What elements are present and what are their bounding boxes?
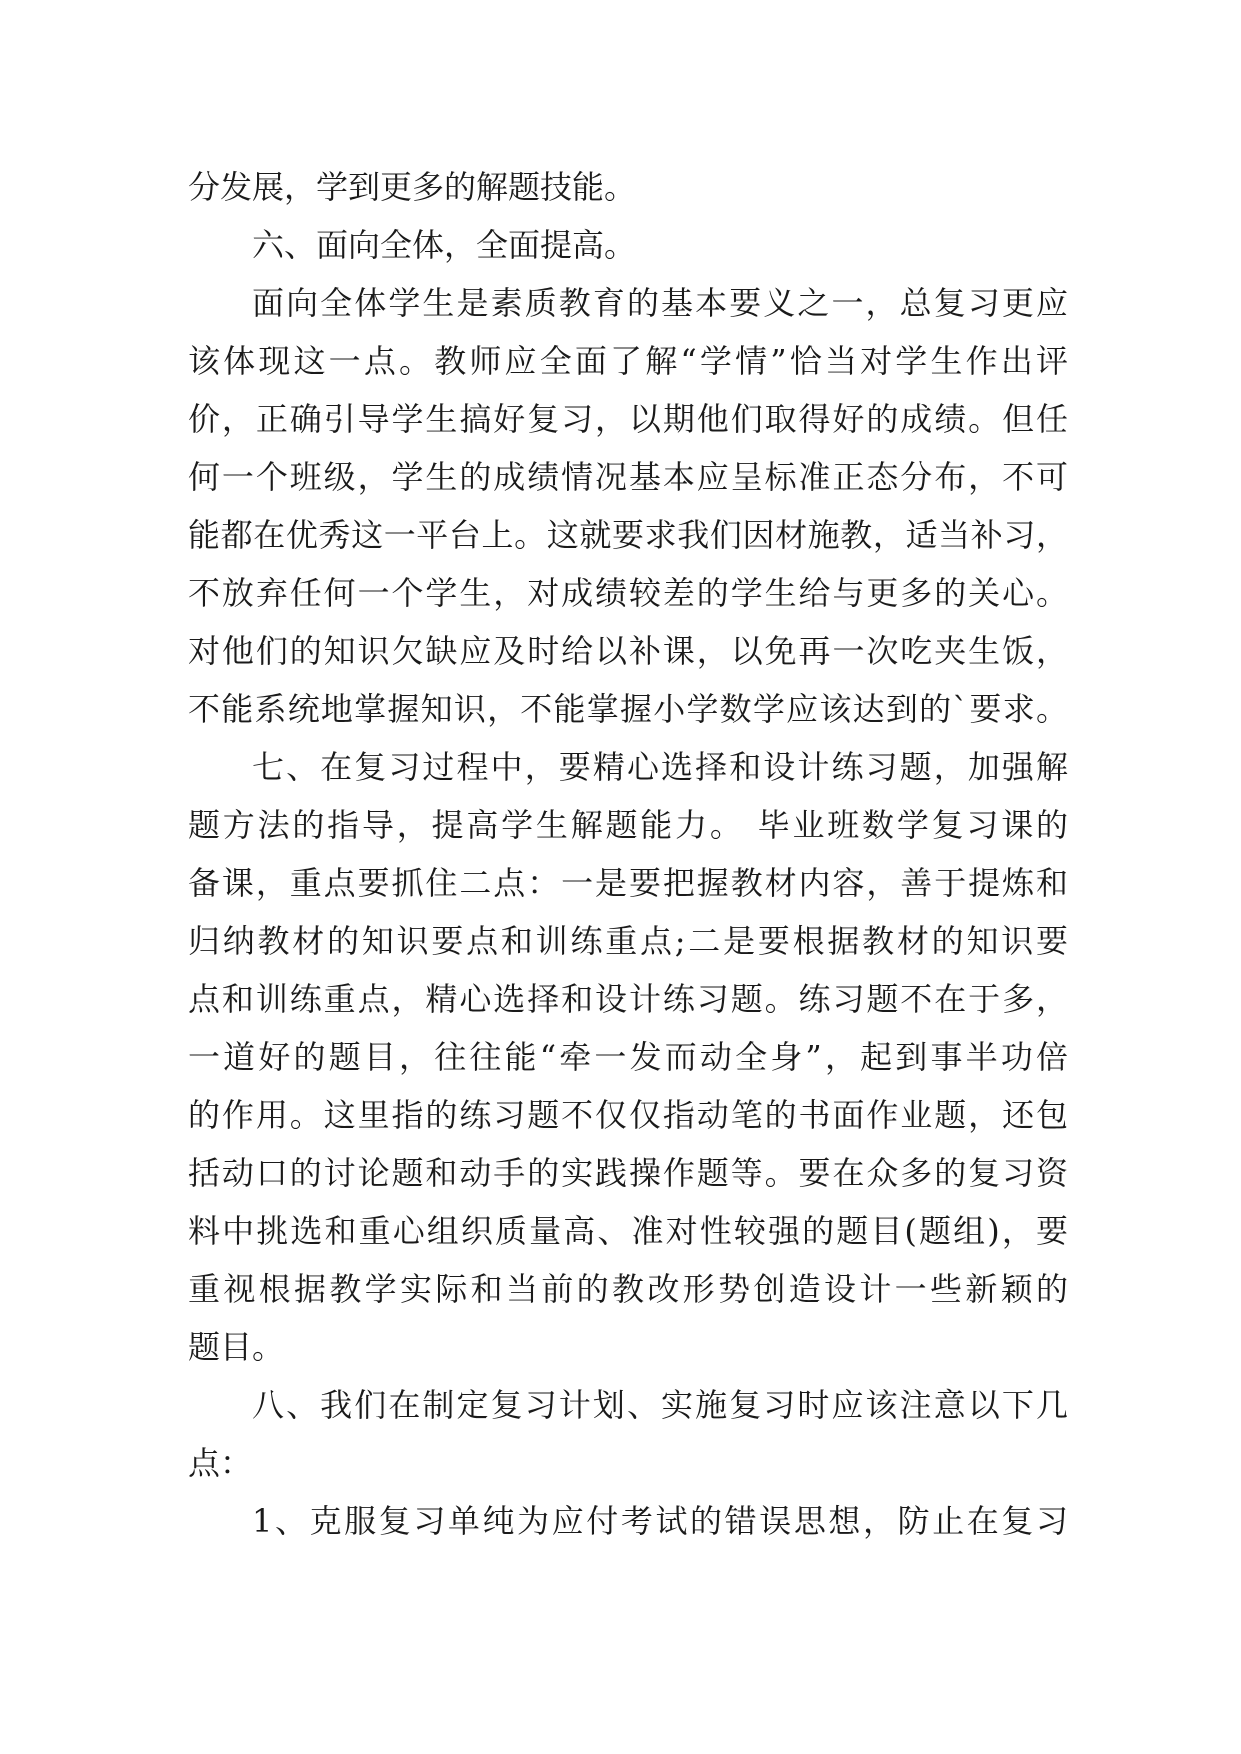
text-line: 的作用。这里指的练习题不仅仅指动笔的书面作业题，还包 xyxy=(188,1096,1068,1134)
text-line: 该体现这一点。教师应全面了解“学情”恰当对学生作出评 xyxy=(188,342,1068,380)
text-line: 价，正确引导学生搞好复习，以期他们取得好的成绩。但任 xyxy=(188,400,1068,438)
list-item-1: 1、克服复习单纯为应付考试的错误思想，防止在复习 xyxy=(252,1502,1068,1540)
text-line: 括动口的讨论题和动手的实践操作题等。要在众多的复习资 xyxy=(188,1154,1068,1192)
text-line: 题方法的指导，提高学生解题能力。 毕业班数学复习课的 xyxy=(188,806,1068,844)
text-line: 一道好的题目，往往能“牵一发而动全身”，起到事半功倍 xyxy=(188,1038,1068,1076)
text-line: 对他们的知识欠缺应及时给以补课，以免再一次吃夹生饭， xyxy=(188,632,1068,670)
text-line: 不能系统地掌握知识，不能掌握小学数学应该达到的`要求。 xyxy=(188,690,1068,728)
section-heading-7: 七、在复习过程中，要精心选择和设计练习题，加强解 xyxy=(252,748,1068,786)
text-line: 何一个班级，学生的成绩情况基本应呈标准正态分布，不可 xyxy=(188,458,1068,496)
text-line: 面向全体学生是素质教育的基本要义之一，总复习更应 xyxy=(252,284,1068,322)
text-line: 归纳教材的知识要点和训练重点;二是要根据教材的知识要 xyxy=(188,922,1068,960)
section-heading-6: 六、面向全体，全面提高。 xyxy=(252,226,637,264)
text-line: 点和训练重点，精心选择和设计练习题。练习题不在于多， xyxy=(188,980,1068,1018)
document-body xyxy=(188,158,1068,1550)
text-line: 分发展，学到更多的解题技能。 xyxy=(188,168,637,206)
text-line: 备课，重点要抓住二点：一是要把握教材内容，善于提炼和 xyxy=(188,864,1068,902)
text-line: 题目。 xyxy=(188,1328,285,1366)
text-line: 重视根据教学实际和当前的教改形势创造设计一些新颖的 xyxy=(188,1270,1068,1308)
text-line: 点： xyxy=(188,1444,253,1482)
text-line: 料中挑选和重心组织质量高、准对性较强的题目(题组)，要 xyxy=(188,1212,1068,1250)
text-line: 不放弃任何一个学生，对成绩较差的学生给与更多的关心。 xyxy=(188,574,1068,612)
section-heading-8: 八、我们在制定复习计划、实施复习时应该注意以下几 xyxy=(252,1386,1068,1424)
text-line: 能都在优秀这一平台上。这就要求我们因材施教，适当补习， xyxy=(188,516,1068,554)
